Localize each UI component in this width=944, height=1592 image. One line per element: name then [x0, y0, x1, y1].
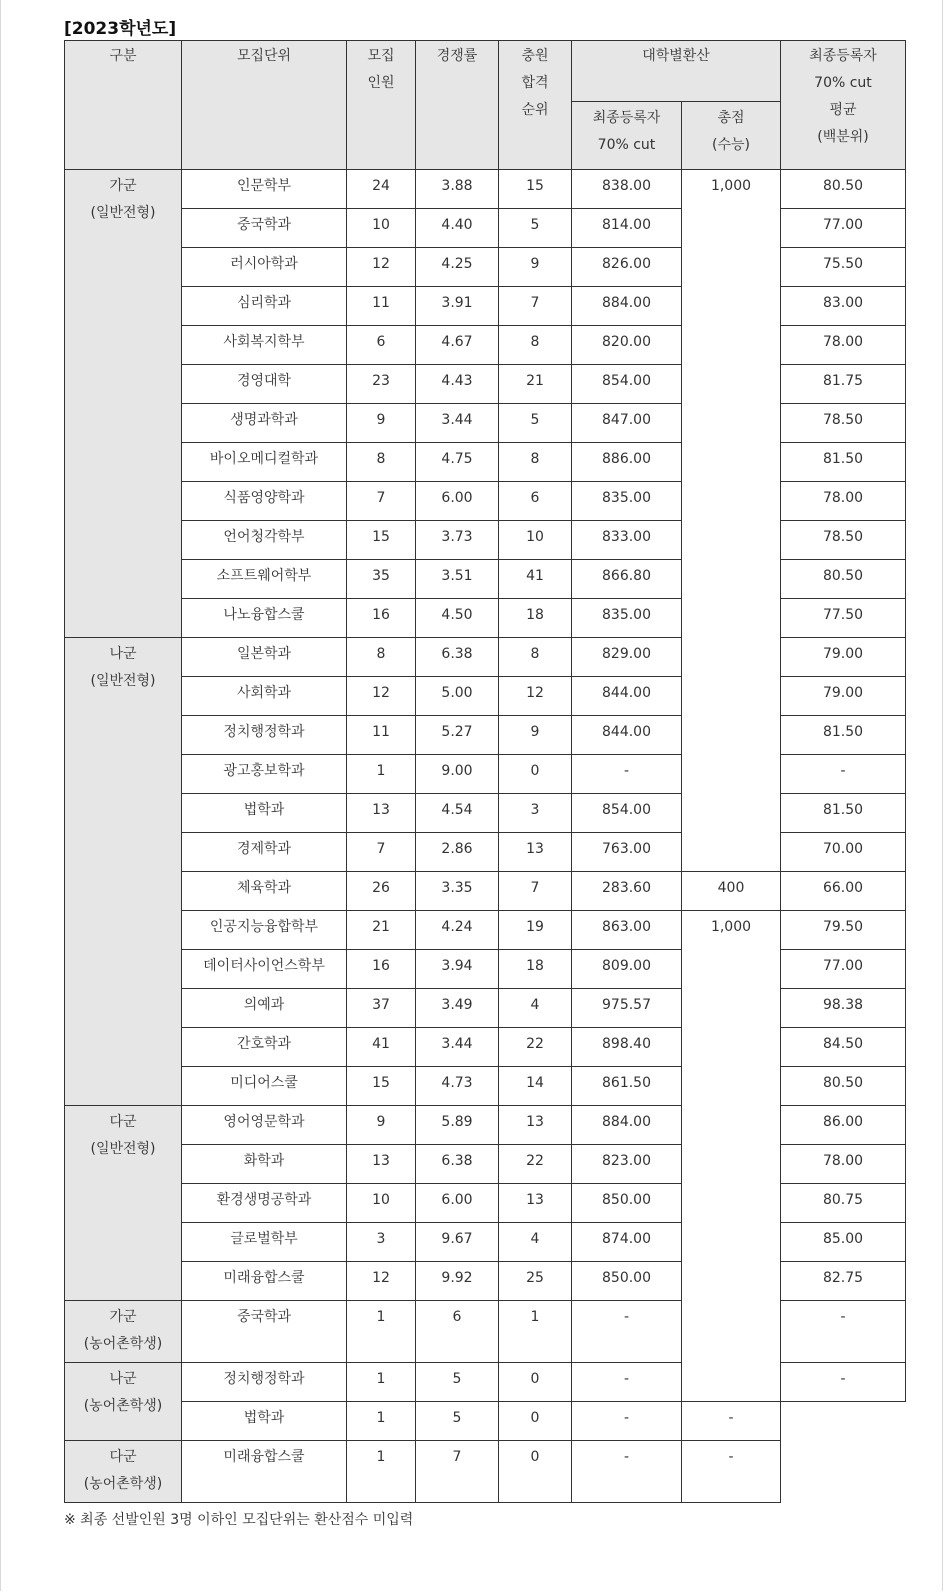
avg-cell: 70.00	[781, 833, 906, 872]
waitlist-cell: 8	[499, 326, 572, 365]
group-label	[65, 1363, 182, 1441]
admissions-table	[64, 40, 906, 1503]
competition-cell: 3.73	[416, 521, 499, 560]
table-row	[65, 872, 906, 911]
avg-cell: 77.00	[781, 209, 906, 248]
waitlist-cell: 5	[499, 404, 572, 443]
avg-cell: 81.75	[781, 365, 906, 404]
avg-cell: 75.50	[781, 248, 906, 287]
recruit-cell: 24	[347, 170, 416, 209]
waitlist-cell: 8	[499, 443, 572, 482]
competition-cell: 6.00	[416, 482, 499, 521]
cut-cell: 283.60	[572, 872, 682, 911]
waitlist-cell: 13	[499, 1184, 572, 1223]
cut-cell: -	[572, 755, 682, 794]
avg-cell: 78.00	[781, 326, 906, 365]
group-label-line: 다군	[109, 1114, 137, 1130]
group-label	[65, 1106, 182, 1301]
group-label-line: (농어촌학생)	[83, 1398, 163, 1414]
recruit-cell: 35	[347, 560, 416, 599]
waitlist-cell: 15	[499, 170, 572, 209]
header-competition: 경쟁률	[416, 41, 499, 170]
recruit-cell: 1	[347, 755, 416, 794]
header-conversion: 대학별환산	[572, 41, 781, 102]
waitlist-cell: 22	[499, 1028, 572, 1067]
avg-cell: 77.50	[781, 599, 906, 638]
unit-cell: 데이터사이언스학부	[182, 950, 347, 989]
waitlist-cell: 0	[499, 1402, 572, 1441]
recruit-cell: 11	[347, 287, 416, 326]
group-label-line: 다군	[109, 1449, 137, 1465]
table-row	[65, 1441, 906, 1503]
avg-cell: 78.00	[781, 482, 906, 521]
waitlist-cell: 18	[499, 599, 572, 638]
competition-cell: 3.94	[416, 950, 499, 989]
header-waitlist-line: 순위	[521, 102, 549, 118]
competition-cell: 4.75	[416, 443, 499, 482]
unit-cell: 광고홍보학과	[182, 755, 347, 794]
table-row	[65, 170, 906, 209]
competition-cell: 9.67	[416, 1223, 499, 1262]
footnote: ※ 최종 선발인원 3명 이하인 모집단위는 환산점수 미입력	[64, 1512, 414, 1528]
avg-cell: 80.75	[781, 1184, 906, 1223]
unit-cell: 심리학과	[182, 287, 347, 326]
header-conv-total-line: 총점	[717, 110, 745, 126]
unit-cell: 중국학과	[182, 209, 347, 248]
competition-cell: 3.51	[416, 560, 499, 599]
cut-cell: 835.00	[572, 599, 682, 638]
competition-cell: 5	[416, 1363, 499, 1402]
cut-cell: 847.00	[572, 404, 682, 443]
cut-cell: 874.00	[572, 1223, 682, 1262]
competition-cell: 9.92	[416, 1262, 499, 1301]
avg-cell: -	[682, 1441, 781, 1503]
waitlist-cell: 13	[499, 1106, 572, 1145]
recruit-cell: 11	[347, 716, 416, 755]
recruit-cell: 23	[347, 365, 416, 404]
header-recruit	[347, 41, 416, 170]
table-row	[65, 911, 906, 950]
avg-cell: 81.50	[781, 794, 906, 833]
avg-cell: 80.50	[781, 170, 906, 209]
group-label-line: 가군	[109, 178, 137, 194]
cut-cell: 854.00	[572, 794, 682, 833]
header-conv-total-line: (수능)	[712, 137, 750, 153]
waitlist-cell: 4	[499, 1223, 572, 1262]
group-label-line: (일반전형)	[90, 673, 156, 689]
group-label	[65, 1441, 182, 1503]
unit-cell: 화학과	[182, 1145, 347, 1184]
unit-cell: 인공지능융합학부	[182, 911, 347, 950]
avg-cell: 85.00	[781, 1223, 906, 1262]
avg-cell: 66.00	[781, 872, 906, 911]
group-label-line: (농어촌학생)	[83, 1336, 163, 1352]
recruit-cell: 12	[347, 677, 416, 716]
group-label	[65, 1301, 182, 1363]
waitlist-cell: 0	[499, 755, 572, 794]
competition-cell: 4.73	[416, 1067, 499, 1106]
cut-cell: 833.00	[572, 521, 682, 560]
competition-cell: 4.43	[416, 365, 499, 404]
cut-cell: -	[572, 1402, 682, 1441]
waitlist-cell: 18	[499, 950, 572, 989]
competition-cell: 6	[416, 1301, 499, 1363]
cut-cell: 820.00	[572, 326, 682, 365]
waitlist-cell: 0	[499, 1363, 572, 1402]
cut-cell: 861.50	[572, 1067, 682, 1106]
avg-cell: -	[781, 1301, 906, 1363]
recruit-cell: 1	[347, 1301, 416, 1363]
competition-cell: 2.86	[416, 833, 499, 872]
competition-cell: 3.88	[416, 170, 499, 209]
cut-cell: 823.00	[572, 1145, 682, 1184]
avg-cell: 86.00	[781, 1106, 906, 1145]
waitlist-cell: 10	[499, 521, 572, 560]
competition-cell: 5.00	[416, 677, 499, 716]
competition-cell: 5	[416, 1402, 499, 1441]
waitlist-cell: 14	[499, 1067, 572, 1106]
cut-cell: 866.80	[572, 560, 682, 599]
recruit-cell: 9	[347, 404, 416, 443]
recruit-cell: 26	[347, 872, 416, 911]
avg-cell: 80.50	[781, 560, 906, 599]
waitlist-cell: 0	[499, 1441, 572, 1503]
unit-cell: 일본학과	[182, 638, 347, 677]
avg-cell: 83.00	[781, 287, 906, 326]
avg-cell: 78.50	[781, 521, 906, 560]
group-label	[65, 170, 182, 638]
competition-cell: 6.38	[416, 1145, 499, 1184]
avg-cell: 78.00	[781, 1145, 906, 1184]
header-final-avg-line: 70% cut	[814, 75, 872, 91]
cut-cell: 884.00	[572, 1106, 682, 1145]
recruit-cell: 8	[347, 638, 416, 677]
avg-cell: -	[682, 1402, 781, 1441]
waitlist-cell: 8	[499, 638, 572, 677]
cut-cell: 886.00	[572, 443, 682, 482]
competition-cell: 6.00	[416, 1184, 499, 1223]
page-title: [2023학년도]	[64, 19, 177, 39]
competition-cell: 4.24	[416, 911, 499, 950]
waitlist-cell: 7	[499, 872, 572, 911]
header-category: 구분	[65, 41, 182, 170]
header-conv-total	[682, 102, 781, 170]
competition-cell: 3.49	[416, 989, 499, 1028]
cut-cell: 814.00	[572, 209, 682, 248]
unit-cell: 법학과	[182, 794, 347, 833]
competition-cell: 4.67	[416, 326, 499, 365]
cut-cell: 763.00	[572, 833, 682, 872]
recruit-cell: 41	[347, 1028, 416, 1067]
group-label-line: (농어촌학생)	[83, 1476, 163, 1492]
competition-cell: 5.89	[416, 1106, 499, 1145]
recruit-cell: 15	[347, 521, 416, 560]
unit-cell: 정치행정학과	[182, 1363, 347, 1402]
cut-cell: 898.40	[572, 1028, 682, 1067]
competition-cell: 4.25	[416, 248, 499, 287]
waitlist-cell: 7	[499, 287, 572, 326]
unit-cell: 글로벌학부	[182, 1223, 347, 1262]
waitlist-cell: 6	[499, 482, 572, 521]
group-label-line: 나군	[109, 1371, 137, 1387]
recruit-cell: 16	[347, 599, 416, 638]
unit-cell: 간호학과	[182, 1028, 347, 1067]
avg-cell: 79.00	[781, 638, 906, 677]
cut-cell: -	[572, 1301, 682, 1363]
avg-cell: 77.00	[781, 950, 906, 989]
cut-cell: 975.57	[572, 989, 682, 1028]
waitlist-cell: 19	[499, 911, 572, 950]
header-recruit-line: 모집	[367, 48, 395, 64]
unit-cell: 경영대학	[182, 365, 347, 404]
recruit-cell: 9	[347, 1106, 416, 1145]
competition-cell: 6.38	[416, 638, 499, 677]
cut-cell: 854.00	[572, 365, 682, 404]
avg-cell: 82.75	[781, 1262, 906, 1301]
competition-cell: 3.44	[416, 1028, 499, 1067]
recruit-cell: 13	[347, 1145, 416, 1184]
unit-cell: 사회복지학부	[182, 326, 347, 365]
unit-cell: 바이오메디컬학과	[182, 443, 347, 482]
header-waitlist-line: 충원	[521, 48, 549, 64]
waitlist-cell: 12	[499, 677, 572, 716]
competition-cell: 3.44	[416, 404, 499, 443]
waitlist-cell: 4	[499, 989, 572, 1028]
recruit-cell: 13	[347, 794, 416, 833]
waitlist-cell: 25	[499, 1262, 572, 1301]
avg-cell: 80.50	[781, 1067, 906, 1106]
group-label-line: (일반전형)	[90, 1141, 156, 1157]
header-final-avg-line: 평균	[829, 102, 857, 118]
waitlist-cell: 5	[499, 209, 572, 248]
header-conv-cut-line: 70% cut	[597, 137, 656, 153]
group-label	[65, 638, 182, 1106]
competition-cell: 9.00	[416, 755, 499, 794]
cut-cell: 844.00	[572, 677, 682, 716]
unit-cell: 법학과	[182, 1402, 347, 1441]
cut-cell: 844.00	[572, 716, 682, 755]
unit-cell: 의예과	[182, 989, 347, 1028]
competition-cell: 7	[416, 1441, 499, 1503]
recruit-cell: 12	[347, 1262, 416, 1301]
unit-cell: 영어영문학과	[182, 1106, 347, 1145]
header-final-avg-line: 최종등록자	[809, 48, 877, 64]
header-recruit-line: 인원	[367, 75, 395, 91]
unit-cell: 사회학과	[182, 677, 347, 716]
avg-cell: -	[781, 1363, 906, 1402]
unit-cell: 중국학과	[182, 1301, 347, 1363]
competition-cell: 3.35	[416, 872, 499, 911]
waitlist-cell: 9	[499, 716, 572, 755]
waitlist-cell: 1	[499, 1301, 572, 1363]
unit-cell: 소프트웨어학부	[182, 560, 347, 599]
avg-cell: 98.38	[781, 989, 906, 1028]
avg-cell: -	[781, 755, 906, 794]
avg-cell: 78.50	[781, 404, 906, 443]
unit-cell: 미래융합스쿨	[182, 1262, 347, 1301]
recruit-cell: 10	[347, 1184, 416, 1223]
table-row	[65, 1402, 906, 1441]
recruit-cell: 15	[347, 1067, 416, 1106]
avg-cell: 81.50	[781, 716, 906, 755]
avg-cell: 84.50	[781, 1028, 906, 1067]
cut-cell: -	[572, 1363, 682, 1402]
unit-cell: 체육학과	[182, 872, 347, 911]
recruit-cell: 10	[347, 209, 416, 248]
cut-cell: 838.00	[572, 170, 682, 209]
header-final-avg	[781, 41, 906, 170]
unit-cell: 인문학부	[182, 170, 347, 209]
avg-cell: 79.50	[781, 911, 906, 950]
unit-cell: 언어청각학부	[182, 521, 347, 560]
group-label-line: 나군	[109, 646, 137, 662]
waitlist-cell: 3	[499, 794, 572, 833]
cut-cell: 850.00	[572, 1262, 682, 1301]
unit-cell: 미디어스쿨	[182, 1067, 347, 1106]
header-waitlist	[499, 41, 572, 170]
waitlist-cell: 13	[499, 833, 572, 872]
cut-cell: -	[572, 1441, 682, 1503]
total-cell: 400	[682, 872, 781, 911]
recruit-cell: 7	[347, 833, 416, 872]
unit-cell: 나노융합스쿨	[182, 599, 347, 638]
unit-cell: 미래융합스쿨	[182, 1441, 347, 1503]
table-body	[65, 170, 906, 1503]
competition-cell: 5.27	[416, 716, 499, 755]
unit-cell: 경제학과	[182, 833, 347, 872]
header-conv-cut	[572, 102, 682, 170]
recruit-cell: 12	[347, 248, 416, 287]
waitlist-cell: 9	[499, 248, 572, 287]
header-waitlist-line: 합격	[521, 75, 549, 91]
cut-cell: 850.00	[572, 1184, 682, 1223]
header-final-avg-line: (백분위)	[817, 129, 869, 145]
recruit-cell: 7	[347, 482, 416, 521]
cut-cell: 826.00	[572, 248, 682, 287]
unit-cell: 러시아학과	[182, 248, 347, 287]
cut-cell: 863.00	[572, 911, 682, 950]
total-cell: 1,000	[682, 170, 781, 872]
recruit-cell: 1	[347, 1441, 416, 1503]
waitlist-cell: 21	[499, 365, 572, 404]
cut-cell: 835.00	[572, 482, 682, 521]
cut-cell: 829.00	[572, 638, 682, 677]
unit-cell: 식품영양학과	[182, 482, 347, 521]
recruit-cell: 37	[347, 989, 416, 1028]
unit-cell: 환경생명공학과	[182, 1184, 347, 1223]
competition-cell: 3.91	[416, 287, 499, 326]
recruit-cell: 16	[347, 950, 416, 989]
header-conv-cut-line: 최종등록자	[592, 110, 661, 126]
avg-cell: 81.50	[781, 443, 906, 482]
recruit-cell: 8	[347, 443, 416, 482]
recruit-cell: 1	[347, 1402, 416, 1441]
header-unit: 모집단위	[182, 41, 347, 170]
unit-cell: 생명과학과	[182, 404, 347, 443]
competition-cell: 4.50	[416, 599, 499, 638]
recruit-cell: 21	[347, 911, 416, 950]
cut-cell: 809.00	[572, 950, 682, 989]
group-label-line: 가군	[109, 1309, 137, 1325]
competition-cell: 4.54	[416, 794, 499, 833]
recruit-cell: 3	[347, 1223, 416, 1262]
recruit-cell: 1	[347, 1363, 416, 1402]
waitlist-cell: 41	[499, 560, 572, 599]
recruit-cell: 6	[347, 326, 416, 365]
group-label-line: (일반전형)	[90, 205, 156, 221]
competition-cell: 4.40	[416, 209, 499, 248]
waitlist-cell: 22	[499, 1145, 572, 1184]
cut-cell: 884.00	[572, 287, 682, 326]
total-cell: 1,000	[682, 911, 781, 1402]
unit-cell: 정치행정학과	[182, 716, 347, 755]
avg-cell: 79.00	[781, 677, 906, 716]
